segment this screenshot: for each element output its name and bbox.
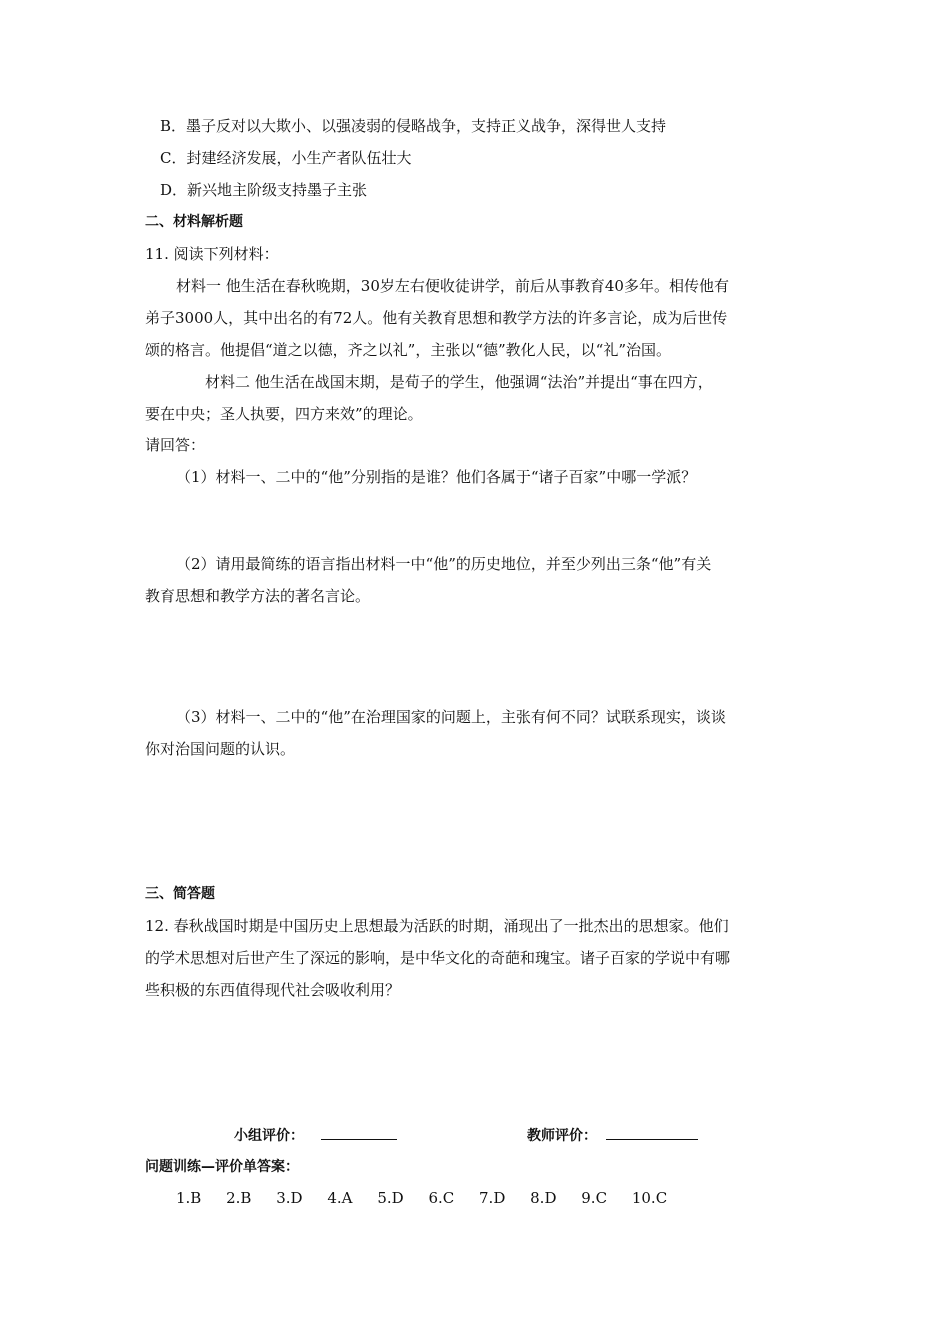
question-3-line2: 你对治国问题的认识。 xyxy=(145,740,296,758)
answer-item: 1.B xyxy=(176,1189,202,1207)
answer-key-list xyxy=(176,1188,687,1208)
teacher-evaluation-blank[interactable] xyxy=(606,1125,698,1140)
please-answer: 请回答： xyxy=(145,436,206,454)
question-2-line1: （2）请用最简练的语言指出材料一中“他”的历史地位，并至少列出三条“他”有关 xyxy=(176,555,712,573)
answer-item: 8.D xyxy=(530,1189,557,1207)
q11-intro: 11. 阅读下列材料： xyxy=(145,245,279,263)
option-b: B．墨子反对以大欺小、以强凌弱的侵略战争，支持正义战争，深得世人支持 xyxy=(160,117,667,135)
answer-item: 2.B xyxy=(226,1189,252,1207)
section2-heading: 二、材料解析题 xyxy=(145,214,243,230)
answer-item: 6.C xyxy=(428,1189,455,1207)
group-evaluation-label: 小组评价： xyxy=(234,1128,304,1144)
option-c: C．封建经济发展，小生产者队伍壮大 xyxy=(160,149,412,167)
question-12-line3: 些积极的东西值得现代社会吸收利用？ xyxy=(145,981,401,999)
answer-key-heading: 问题训练—评价单答案： xyxy=(145,1159,299,1175)
group-evaluation-blank[interactable] xyxy=(321,1125,397,1140)
answer-item: 10.C xyxy=(631,1189,668,1207)
answer-item: 3.D xyxy=(276,1189,303,1207)
question-12-line2: 的学术思想对后世产生了深远的影响，是中华文化的奇葩和瑰宝。诸子百家的学说中有哪 xyxy=(145,949,731,967)
question-1: （1）材料一、二中的“他”分别指的是谁？他们各属于“诸子百家”中哪一学派？ xyxy=(176,468,697,486)
answer-item: 5.D xyxy=(377,1189,404,1207)
question-12-line1: 12. 春秋战国时期是中国历史上思想最为活跃的时期，涌现出了一批杰出的思想家。他们 xyxy=(145,917,729,935)
question-3-line1: （3）材料一、二中的“他”在治理国家的问题上，主张有何不同？试联系现实，谈谈 xyxy=(176,708,726,726)
teacher-evaluation xyxy=(527,1125,698,1146)
answer-item: 9.C xyxy=(581,1189,608,1207)
group-evaluation xyxy=(234,1125,397,1146)
teacher-evaluation-label: 教师评价： xyxy=(527,1128,597,1144)
material1-line3: 颂的格言。他提倡“道之以德，齐之以礼”，主张以“德”教化人民，以“礼”治国。 xyxy=(145,341,672,359)
material1-line2: 弟子3000人，其中出名的有72人。他有关教育思想和教学方法的许多言论，成为后世传 xyxy=(145,309,728,327)
question-2-line2: 教育思想和教学方法的著名言论。 xyxy=(145,587,371,605)
answer-item: 4.A xyxy=(327,1189,353,1207)
material1-line1: 材料一 他生活在春秋晚期，30岁左右便收徒讲学，前后从事教育40多年。相传他有 xyxy=(176,277,729,295)
material2-line1: 材料二 他生活在战国末期，是荀子的学生，他强调“法治”并提出“事在四方， xyxy=(205,373,713,391)
section3-heading: 三、简答题 xyxy=(145,886,215,902)
option-d: D．新兴地主阶级支持墨子主张 xyxy=(160,181,368,199)
material2-line2: 要在中央；圣人执要，四方来效”的理论。 xyxy=(145,405,423,423)
answer-item: 7.D xyxy=(479,1189,506,1207)
